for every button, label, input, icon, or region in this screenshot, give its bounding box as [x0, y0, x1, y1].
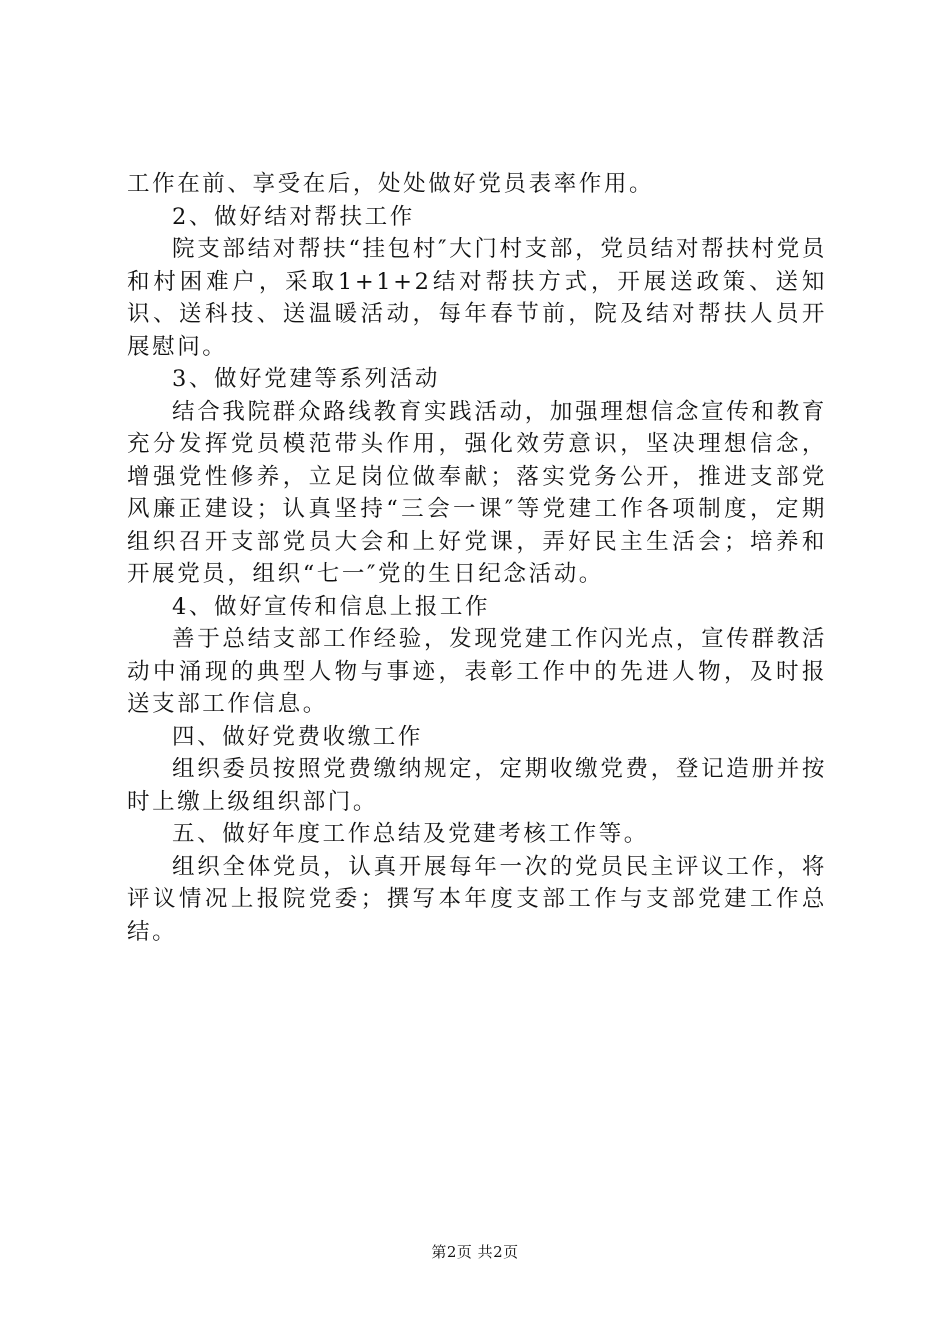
heading-party-dues: 四、做好党费收缴工作	[172, 723, 424, 750]
page-number-footer: 第2页 共2页	[431, 1243, 519, 1261]
paragraph-party-dues: 组织委员按照党费缴纳规定，定期收缴党费，登记造册并按时上缴上级组织部门。	[127, 756, 827, 815]
paragraph-pairing-assistance: 院支部结对帮扶“挂包村″大门村支部，党员结对帮扶村党员和村困难户，采取1+1+2结对帮扶方式，开展送政策、送知识、送科技、送温暖活动，每年春节前，院及结对帮扶人员开展慰问。	[127, 236, 827, 360]
heading-pairing-assistance: 2、做好结对帮扶工作	[172, 203, 415, 230]
paragraph-party-building-activities: 结合我院群众路线教育实践活动，加强理想信念宣传和教育充分发挥党员模范带头作用，强化效劳意识，坚决理想信念，增强党性修养，立足岗位做奉献；落实党务公开，推进支部党风廉正建设；认真坚持“三会一课″等党建工作各项制度，定期组织召开支部党员大会和上好党课，弄好民主生活会；培养和开展党员，组织“七一″党的生日纪念活动。	[127, 398, 827, 587]
document-body	[127, 168, 827, 948]
paragraph-publicity-reporting: 善于总结支部工作经验，发现党建工作闪光点，宣传群教活动中涌现的典型人物与事迹，表彰工作中的先进人物，及时报送支部工作信息。	[127, 626, 827, 717]
heading-party-building-activities: 3、做好党建等系列活动	[172, 366, 440, 392]
heading-publicity-reporting: 4、做好宣传和信息上报工作	[172, 593, 491, 620]
paragraph-annual-summary: 组织全体党员，认真开展每年一次的党员民主评议工作，将评议情况上报院党委；撰写本年度支部工作与支部党建工作总结。	[127, 853, 827, 945]
paragraph-continuation: 工作在前、享受在后，处处做好党员表率作用。	[127, 171, 655, 197]
heading-annual-summary: 五、做好年度工作总结及党建考核工作等。	[172, 821, 649, 847]
